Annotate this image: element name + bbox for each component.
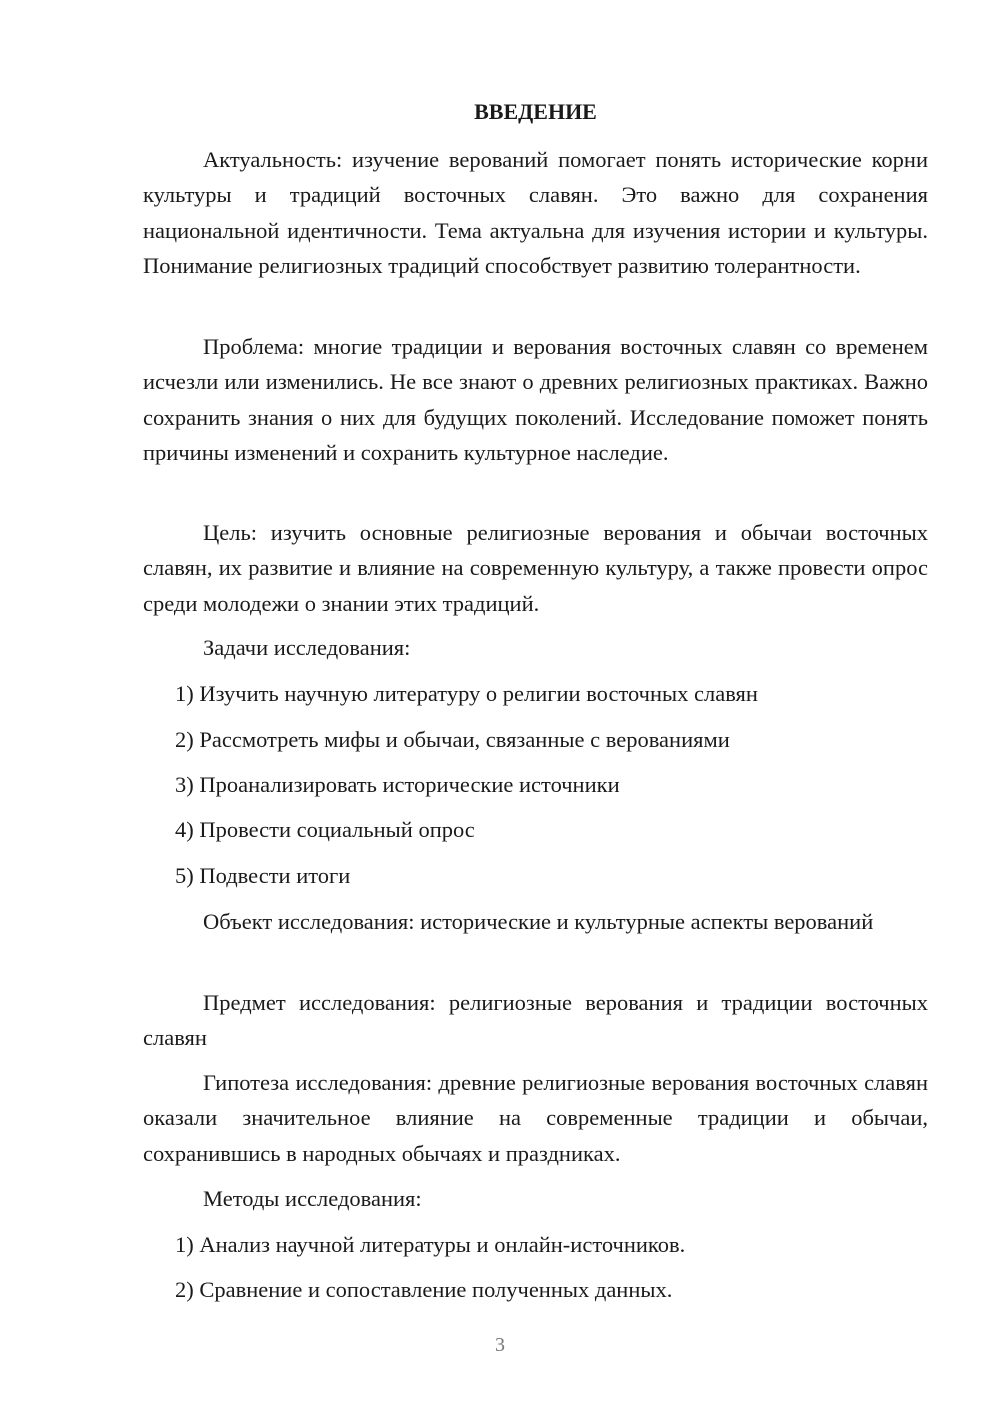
paragraph-relevance: Актуальность: изучение верований помогает понять исторические корни культуры и традиций восточных славян. Это важно для сохранения национальной идентичности. Тема актуальна для изучения истории и культуры. Понимание религиозных традиций способствует развитию толерантности. xyxy=(143,147,928,278)
paragraph-object: Объект исследования: исторические и культурные аспекты верований xyxy=(203,909,874,934)
paragraph-hypothesis: Гипотеза исследования: древние религиозные верования восточных славян оказали значительное влияние на современные традиции и обычаи, сохранившись в народных обычаях и праздниках. xyxy=(143,1070,928,1166)
task-item-1: 1) Изучить научную литературу о религии восточных славян xyxy=(175,681,758,706)
methods-heading: Методы исследования: xyxy=(203,1186,422,1211)
task-item-3: 3) Проанализировать исторические источники xyxy=(175,772,620,797)
task-item-4: 4) Провести социальный опрос xyxy=(175,817,475,842)
tasks-heading: Задачи исследования: xyxy=(203,635,411,660)
method-item-2: 2) Сравнение и сопоставление полученных данных. xyxy=(175,1277,673,1302)
task-item-5: 5) Подвести итоги xyxy=(175,863,351,888)
paragraph-subject: Предмет исследования: религиозные верования и традиции восточных славян xyxy=(143,990,928,1051)
page-title: ВВЕДЕНИЕ xyxy=(474,99,597,124)
paragraph-goal: Цель: изучить основные религиозные верования и обычаи восточных славян, их развитие и влияние на современную культуру, а также провести опрос среди молодежи о знании этих традиций. xyxy=(143,520,928,616)
paragraph-problem: Проблема: многие традиции и верования восточных славян со временем исчезли или изменились. Не все знают о древних религиозных практиках. Важно сохранить знания о них для будущих поколений. Исследование поможет понять причины изменений и сохранить культурное наследие. xyxy=(143,334,928,465)
task-item-2: 2) Рассмотреть мифы и обычаи, связанные с верованиями xyxy=(175,727,730,752)
method-item-1: 1) Анализ научной литературы и онлайн-источников. xyxy=(175,1232,686,1257)
page-number: 3 xyxy=(495,1334,505,1356)
